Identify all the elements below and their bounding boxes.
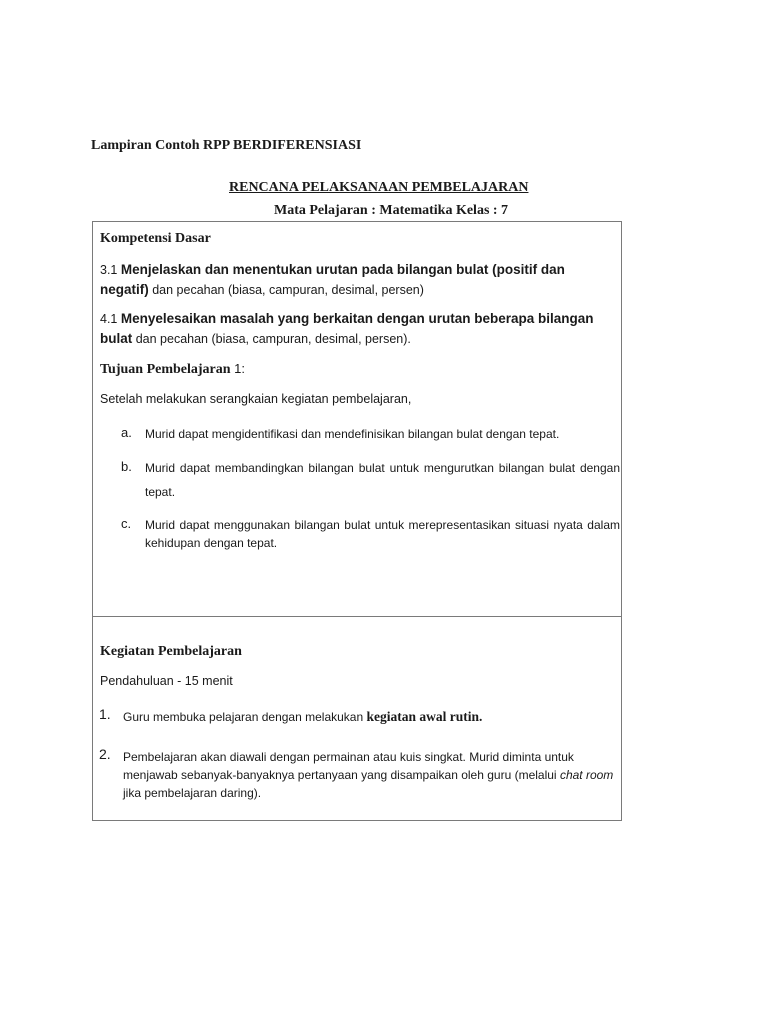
kegiatan-item-2-text-end: jika pembelajaran daring). [123, 786, 262, 800]
tujuan-item-b: Murid dapat membandingkan bilangan bulat untuk mengurutkan bilangan bulat dengan tepat. [145, 461, 620, 499]
kegiatan-phase: Pendahuluan - 15 menit [100, 674, 233, 688]
activities-box [92, 617, 622, 821]
kompetensi-heading: Kompetensi Dasar [100, 231, 211, 246]
kegiatan-item-2 [123, 748, 618, 802]
kd-3-1-number: 3.1 [100, 263, 121, 277]
kd-3-1 [100, 260, 600, 300]
kegiatan-item-1-text: Guru membuka pelajaran dengan melakukan [123, 710, 367, 724]
kegiatan-item-2-text: Pembelajaran akan diawali dengan permainan atau kuis singkat. Murid diminta untuk menjawab sebanyak-banyaknya pertanyaan yang disampaikan oleh guru (melalui [123, 750, 574, 782]
appendix-title: Lampiran Contoh RPP BERDIFERENSIASI [91, 138, 362, 153]
tujuan-marker-c: c. [121, 516, 132, 531]
tujuan-marker-b: b. [121, 459, 132, 474]
kegiatan-item-1-bold: kegiatan awal rutin. [366, 709, 483, 724]
kegiatan-item-1 [123, 708, 618, 726]
kegiatan-heading: Kegiatan Pembelajaran [100, 644, 242, 659]
kd-4-1 [100, 309, 600, 349]
tujuan-heading-suffix: 1: [230, 361, 246, 376]
tujuan-heading [100, 360, 245, 378]
document-subtitle: Mata Pelajaran : Matematika Kelas : 7 [274, 203, 509, 218]
tujuan-item-a: Murid dapat mengidentifikasi dan mendefinisikan bilangan bulat dengan tepat. [145, 427, 560, 441]
tujuan-intro: Setelah melakukan serangkaian kegiatan pembelajaran, [100, 392, 412, 406]
kd-4-1-bold: Menyelesaikan masalah yang berkaitan dengan urutan beberapa bilangan bulat [100, 311, 594, 346]
kd-4-1-rest: dan pecahan (biasa, campuran, desimal, persen). [132, 332, 411, 346]
tujuan-marker-a: a. [121, 425, 132, 440]
tujuan-item-c: Murid dapat menggunakan bilangan bulat untuk merepresentasikan situasi nyata dalam kehidupan dengan tepat. [145, 518, 620, 550]
tujuan-heading-label: Tujuan Pembelajaran [100, 362, 231, 377]
competency-box [92, 221, 622, 617]
kd-3-1-rest: dan pecahan (biasa, campuran, desimal, persen) [148, 283, 424, 297]
kegiatan-marker-2: 2. [99, 746, 111, 762]
document-title: RENCANA PELAKSANAAN PEMBELAJARAN [229, 180, 529, 195]
kegiatan-marker-1: 1. [99, 706, 111, 722]
kegiatan-item-2-italic: chat room [559, 768, 614, 782]
kd-3-1-bold: Menjelaskan dan menentukan urutan pada bilangan bulat (positif dan negatif) [100, 262, 565, 297]
kd-4-1-number: 4.1 [100, 312, 121, 326]
